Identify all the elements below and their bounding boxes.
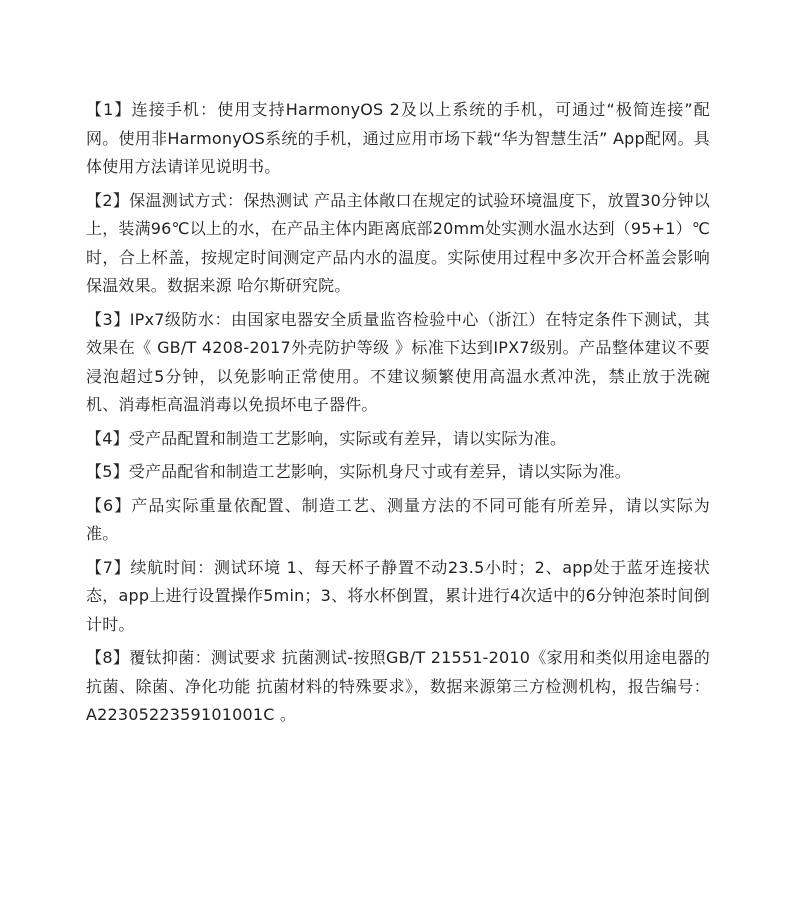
- footnote-2-text: 保温测试方式：保热测试 产品主体敞口在规定的试验环境温度下，放置30分钟以上，装满96℃以上的水，在产品主体内距离底部20mm处实测水温水达到（95+1）℃时，合上杯盖，按规定时间测定产品内水的温度。实际使用过程中多次开合杯盖会影响保温效果。数据来源 哈尔斯研究院。: [86, 190, 710, 295]
- footnote-8-tag: 【8】: [86, 648, 130, 667]
- footnote-1-text: 连接手机：使用支持HarmonyOS 2及以上系统的手机，可通过“极简连接”配网。使用非HarmonyOS系统的手机，通过应用市场下载“华为智慧生活” App配网。具体使用方法请详见说明书。: [86, 100, 711, 176]
- footnote-3: [86, 306, 710, 420]
- footnote-6: [86, 492, 710, 549]
- footnotes-list: [86, 96, 710, 735]
- footnote-5-text: 受产品配省和制造工艺影响，实际机身尺寸或有差异，请以实际为准。: [128, 462, 631, 481]
- footnote-5-tag: 【5】: [86, 462, 129, 481]
- footnote-1-tag: 【1】: [86, 100, 132, 119]
- footnote-2-tag: 【2】: [86, 190, 130, 210]
- footnote-7: [86, 554, 710, 640]
- footnote-4: [86, 425, 710, 454]
- footnote-4-tag: 【4】: [86, 428, 129, 448]
- footnote-5: [86, 458, 710, 487]
- footnote-4-text: 受产品配置和制造工艺影响，实际或有差异，请以实际为准。: [128, 428, 567, 448]
- footnote-8: [86, 644, 710, 730]
- footnote-3-text: IPx7级防水：由国家电器安全质量监咨检验中心（浙江）在特定条件下测试，其效果在《 GB/T 4208-2017外壳防护等级 》标准下达到IPX7级别。产品整体建议不要浸泡超过5分钟，以免影响正常使用。不建议频繁使用高温水煮冲洗，禁止放于洗碗机、消毒柜高温消毒以免损坏电子器件。: [86, 309, 710, 414]
- footnote-3-tag: 【3】: [86, 309, 130, 329]
- footnote-1: [86, 96, 710, 182]
- footnote-2: [86, 187, 710, 301]
- footnote-8-text: 覆钛抑菌：测试要求 抗菌测试-按照GB/T 21551-2010《家用和类似用途电器的抗菌、除菌、净化功能 抗菌材料的特殊要求》，数据来源第三方检测机构，报告编号：A2230522359101001C 。: [86, 648, 711, 724]
- footnote-6-text: 产品实际重量依配置、制造工艺、测量方法的不同可能有所差异，请以实际为准。: [86, 495, 711, 543]
- footnote-7-text: 续航时间：测试环境 1、每天杯子静置不动23.5小时；2、app处于蓝牙连接状态，app上进行设置操作5min；3、将水杯倒置，累计进行4次适中的6分钟泡茶时间倒计时。: [86, 557, 710, 634]
- footnote-6-tag: 【6】: [86, 495, 132, 515]
- footnote-7-tag: 【7】: [86, 557, 131, 577]
